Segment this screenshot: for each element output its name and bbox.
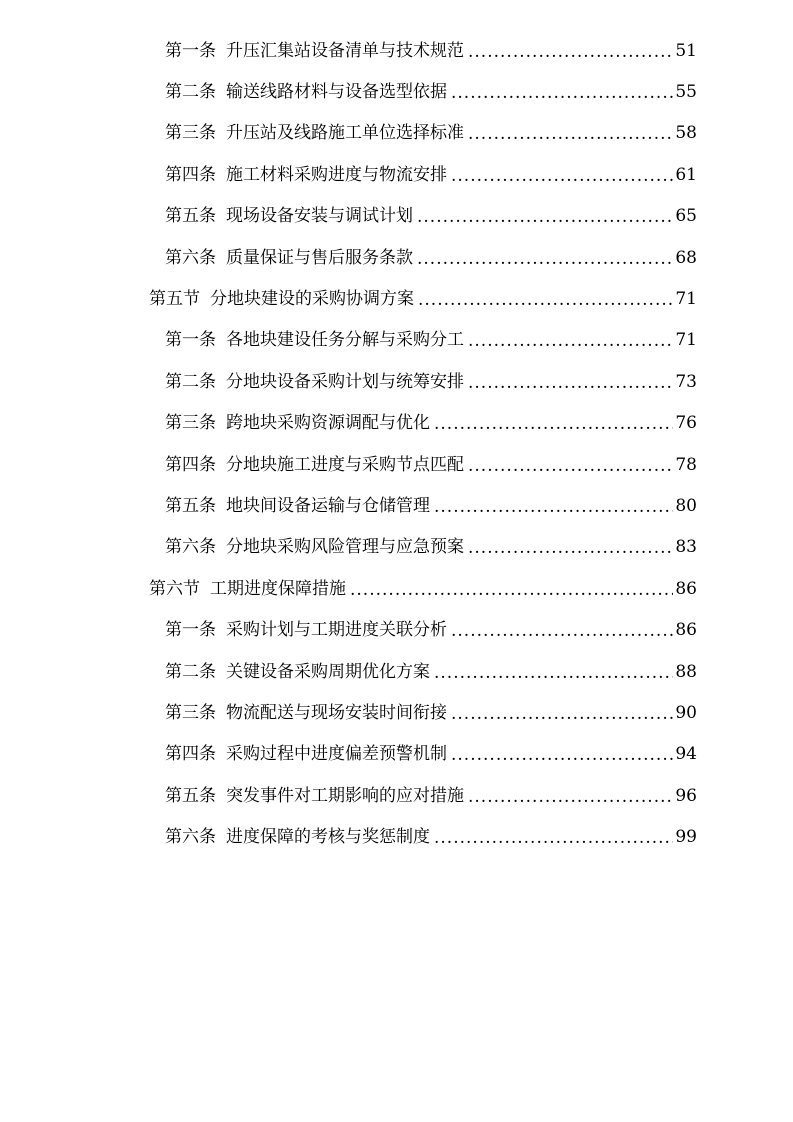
toc-entry-page: 86 (675, 620, 697, 641)
toc-entry-page: 99 (675, 827, 697, 848)
toc-entry[interactable] (0, 816, 793, 857)
toc-entry-title: 分地块建设的采购协调方案 (210, 289, 414, 310)
toc-dot-leader (451, 704, 673, 724)
toc-entry-title: 输送线路材料与设备选型依据 (226, 82, 447, 103)
toc-entry-page: 51 (675, 40, 697, 61)
toc-entry[interactable] (0, 320, 793, 361)
toc-entry-label: 第五条 (165, 785, 216, 806)
toc-entry[interactable] (0, 692, 793, 733)
toc-entry-label: 第四条 (165, 454, 216, 475)
toc-dot-leader (417, 249, 673, 269)
toc-entry[interactable] (0, 485, 793, 526)
toc-entry[interactable] (0, 71, 793, 112)
toc-entry-label: 第六节 (149, 578, 200, 599)
toc-dot-leader (468, 42, 673, 62)
toc-entry-label: 第三条 (165, 123, 216, 144)
toc-entry-title: 升压站及线路施工单位选择标准 (226, 123, 464, 144)
toc-entry[interactable] (0, 237, 793, 278)
toc-dot-leader (350, 580, 673, 600)
toc-entry-title: 物流配送与现场安装时间衔接 (226, 702, 447, 723)
toc-dot-leader (468, 787, 673, 807)
toc-entry-label: 第五节 (149, 289, 200, 310)
toc-entry-page: 65 (675, 206, 697, 227)
toc-dot-leader (468, 538, 673, 558)
toc-entry-page: 71 (675, 289, 697, 310)
toc-entry-page: 80 (675, 495, 697, 516)
toc-entry-label: 第三条 (165, 413, 216, 434)
toc-entry-label: 第一条 (165, 620, 216, 641)
toc-entry[interactable] (0, 196, 793, 237)
toc-entry-title: 质量保证与售后服务条款 (226, 247, 413, 268)
toc-dot-leader (468, 373, 673, 393)
toc-dot-leader (468, 456, 673, 476)
table-of-contents (0, 30, 793, 858)
toc-entry[interactable] (0, 444, 793, 485)
toc-entry-title: 地块间设备运输与仓储管理 (226, 495, 430, 516)
toc-dot-leader (434, 663, 673, 683)
toc-entry-page: 71 (675, 330, 697, 351)
toc-entry[interactable] (0, 361, 793, 402)
toc-entry-page: 88 (675, 661, 697, 682)
toc-entry[interactable] (0, 775, 793, 816)
toc-entry-title: 突发事件对工期影响的应对措施 (226, 785, 464, 806)
toc-entry-title: 分地块施工进度与采购节点匹配 (226, 454, 464, 475)
toc-dot-leader (451, 745, 673, 765)
toc-entry-title: 各地块建设任务分解与采购分工 (226, 330, 464, 351)
toc-entry-page: 76 (675, 413, 697, 434)
toc-entry[interactable] (0, 651, 793, 692)
toc-entry-label: 第四条 (165, 164, 216, 185)
toc-entry-title: 跨地块采购资源调配与优化 (226, 413, 430, 434)
toc-entry-title: 分地块采购风险管理与应急预案 (226, 537, 464, 558)
toc-entry-page: 86 (675, 578, 697, 599)
toc-entry-label: 第五条 (165, 495, 216, 516)
toc-entry-label: 第二条 (165, 371, 216, 392)
toc-entry-page: 68 (675, 247, 697, 268)
toc-entry-title: 升压汇集站设备清单与技术规范 (226, 40, 464, 61)
toc-entry-label: 第一条 (165, 330, 216, 351)
toc-entry-label: 第六条 (165, 537, 216, 558)
toc-entry-title: 进度保障的考核与奖惩制度 (226, 827, 430, 848)
toc-entry-title: 工期进度保障措施 (210, 578, 346, 599)
toc-entry-page: 96 (675, 785, 697, 806)
toc-entry-label: 第二条 (165, 82, 216, 103)
toc-entry[interactable] (0, 403, 793, 444)
toc-entry[interactable] (0, 154, 793, 195)
toc-dot-leader (468, 124, 673, 144)
toc-entry-page: 73 (675, 371, 697, 392)
toc-entry-title: 采购计划与工期进度关联分析 (226, 620, 447, 641)
toc-entry-title: 施工材料采购进度与物流安排 (226, 164, 447, 185)
toc-entry[interactable] (0, 734, 793, 775)
toc-entry-page: 61 (675, 164, 697, 185)
toc-entry-page: 94 (675, 744, 697, 765)
toc-entry-label: 第六条 (165, 247, 216, 268)
toc-entry-label: 第六条 (165, 827, 216, 848)
toc-entry-label: 第二条 (165, 661, 216, 682)
toc-entry-page: 78 (675, 454, 697, 475)
toc-dot-leader (434, 414, 673, 434)
toc-dot-leader (451, 621, 673, 641)
toc-entry-title: 分地块设备采购计划与统筹安排 (226, 371, 464, 392)
toc-dot-leader (468, 331, 673, 351)
toc-entry-title: 现场设备安装与调试计划 (226, 206, 413, 227)
toc-dot-leader (418, 290, 673, 310)
toc-entry-label: 第五条 (165, 206, 216, 227)
toc-dot-leader (434, 828, 673, 848)
toc-entry[interactable] (0, 30, 793, 71)
toc-entry[interactable] (0, 527, 793, 568)
toc-entry[interactable] (0, 113, 793, 154)
toc-entry[interactable] (0, 609, 793, 650)
toc-section-entry[interactable] (0, 278, 793, 319)
toc-section-entry[interactable] (0, 568, 793, 609)
toc-entry-label: 第三条 (165, 702, 216, 723)
toc-dot-leader (434, 497, 673, 517)
toc-entry-page: 58 (675, 123, 697, 144)
toc-entry-label: 第四条 (165, 744, 216, 765)
toc-entry-page: 90 (675, 702, 697, 723)
toc-entry-page: 83 (675, 537, 697, 558)
toc-entry-title: 采购过程中进度偏差预警机制 (226, 744, 447, 765)
toc-entry-label: 第一条 (165, 40, 216, 61)
toc-dot-leader (417, 207, 673, 227)
toc-dot-leader (451, 83, 673, 103)
toc-entry-title: 关键设备采购周期优化方案 (226, 661, 430, 682)
toc-dot-leader (451, 166, 673, 186)
toc-entry-page: 55 (675, 82, 697, 103)
